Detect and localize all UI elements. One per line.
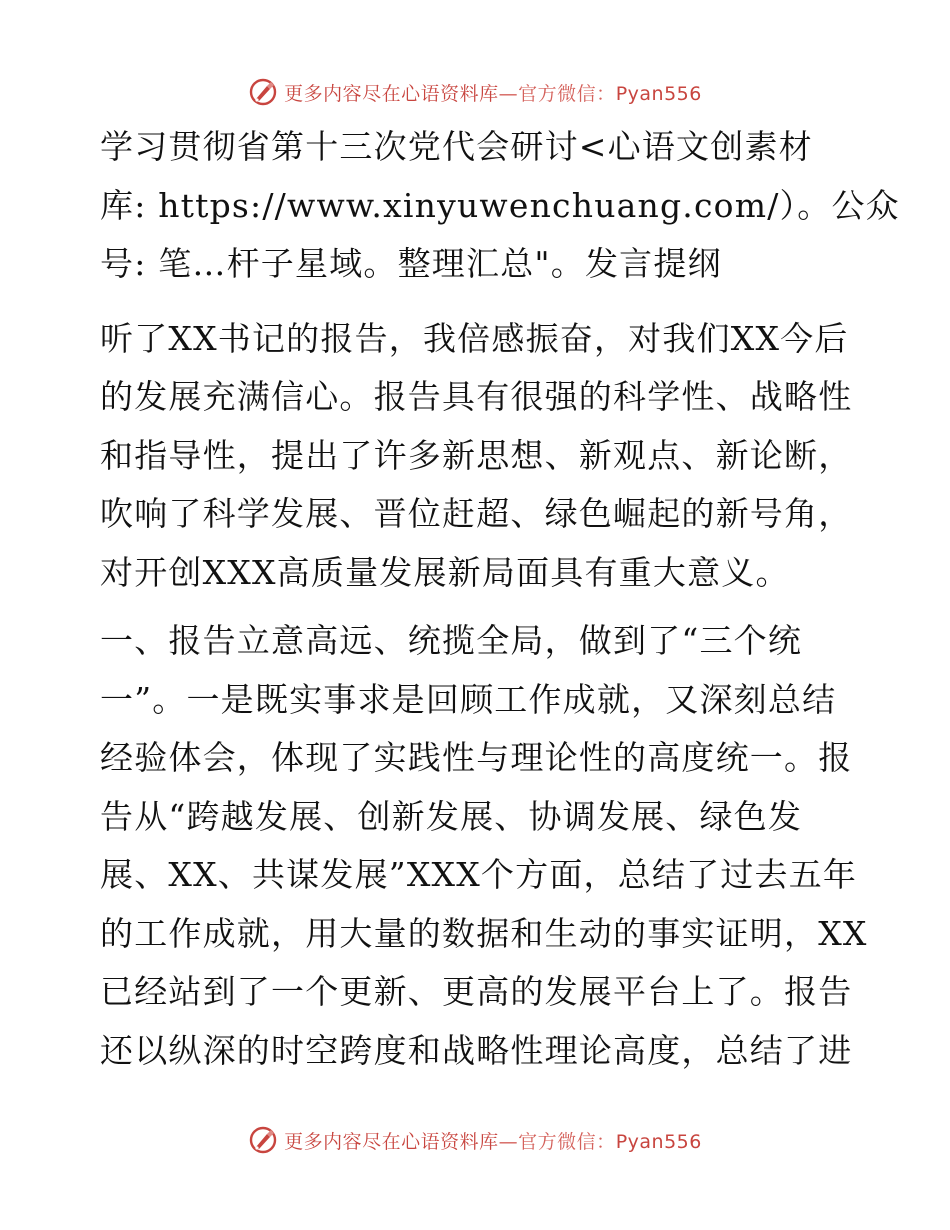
footer-watermark	[0, 1120, 950, 1160]
text-line: 的工作成就，用大量的数据和生动的事实证明，XX	[100, 913, 868, 953]
watermark-text: 更多内容尽在心语资料库—官方微信：Pyan556	[284, 82, 702, 105]
watermark-account: Pyan556	[615, 1130, 702, 1153]
text-line: 一”。一是既实事求是回顾工作成就，又深刻总结	[100, 679, 837, 719]
title-line: 库: https://www.xinyuwenchuang.com/）。公众	[100, 185, 900, 225]
paragraph-intro	[100, 310, 852, 603]
paragraph-section-one	[100, 612, 868, 1080]
text-line: 展、XX、共谋发展”XXX个方面，总结了过去五年	[100, 855, 858, 894]
text-line: 经验体会，体现了实践性与理论性的高度统一。报	[100, 738, 853, 777]
header-watermark	[0, 72, 950, 112]
watermark-account: Pyan556	[615, 82, 702, 105]
text-line: 一、报告立意高远、统揽全局，做到了“三个统	[100, 621, 803, 660]
text-line: 已经站到了一个更新、更高的发展平台上了。报告	[100, 972, 853, 1011]
text-line: 的发展充满信心。报告具有很强的科学性、战略性	[100, 377, 853, 416]
text-line: 听了XX书记的报告，我倍感振奋，对我们XX今后	[100, 318, 849, 358]
document-body	[100, 118, 900, 1090]
document-title	[100, 118, 900, 294]
text-line: 吹响了科学发展、晋位赶超、绿色崛起的新号角，	[100, 494, 853, 533]
text-line: 对开创XXX高质量发展新局面具有重大意义。	[100, 552, 790, 592]
text-line: 告从“跨越发展、创新发展、协调发展、绿色发	[100, 796, 803, 836]
pen-logo-icon	[248, 1125, 278, 1155]
pen-logo-icon	[248, 77, 278, 107]
title-line: 号: 笔…杆子星域。整理汇总"。发言提纲	[100, 244, 722, 283]
watermark-text: 更多内容尽在心语资料库—官方微信：Pyan556	[284, 1130, 702, 1153]
title-line: 学习贯彻省第十三次党代会研讨<心语文创素材	[100, 127, 813, 166]
text-line: 和指导性，提出了许多新思想、新观点、新论断，	[100, 435, 853, 475]
text-line: 还以纵深的时空跨度和战略性理论高度，总结了进	[100, 1030, 853, 1070]
